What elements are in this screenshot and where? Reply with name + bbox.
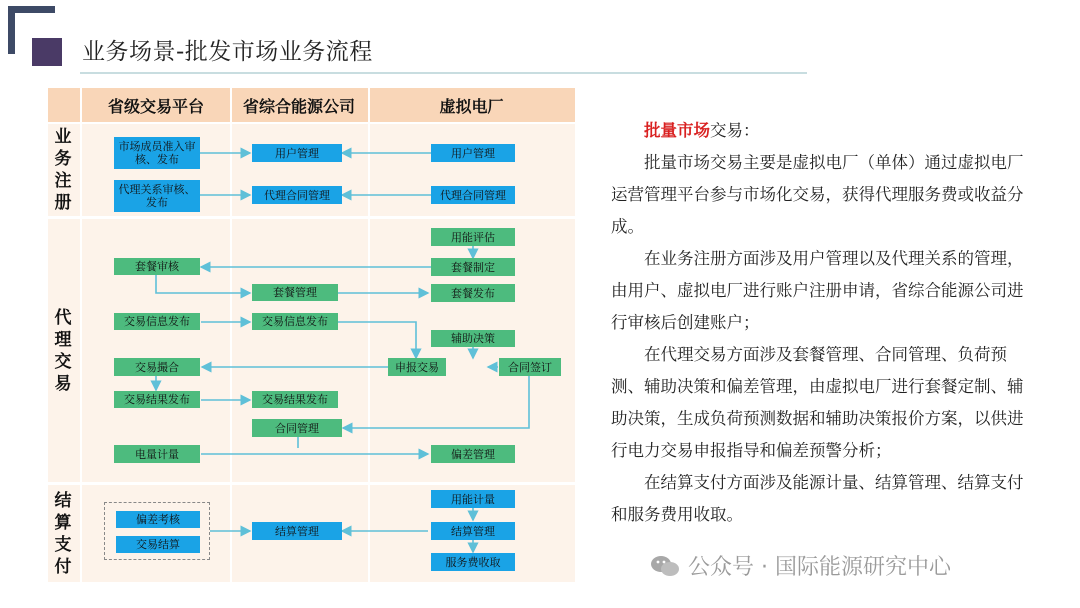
paragraph-agency-trading: 在代理交易方面涉及套餐管理、合同管理、负荷预测、辅助决策和偏差管理，由虚拟电厂进行套餐定制、辅助决策，生成负荷预测数据和辅助决策报价方案，以供进行电力交易申报指导和偏差预警分析； bbox=[611, 345, 1024, 460]
box-trade-result-publish-energy: 交易结果发布 bbox=[252, 391, 338, 408]
description-panel bbox=[611, 115, 1031, 531]
box-settlement-management-vpp: 结算管理 bbox=[431, 522, 515, 540]
row-label-registration: 业 务 注 册 bbox=[54, 127, 72, 213]
wechat-icon bbox=[650, 554, 680, 578]
arrow-sign-to-contract-mgmt bbox=[343, 376, 529, 428]
description-heading bbox=[611, 115, 1031, 147]
row-label-settlement: 结 算 支 付 bbox=[54, 490, 72, 577]
box-package-publish: 套餐发布 bbox=[431, 284, 515, 302]
box-energy-evaluation: 用能评估 bbox=[431, 228, 515, 246]
box-user-management-energy: 用户管理 bbox=[252, 144, 342, 162]
box-trade-settlement: 交易结算 bbox=[116, 536, 200, 553]
arrow-review-to-mgmt bbox=[156, 275, 250, 293]
box-trade-matching: 交易撮合 bbox=[114, 358, 200, 376]
box-electricity-metering: 电量计量 bbox=[114, 445, 200, 463]
box-trade-info-publish-platform: 交易信息发布 bbox=[114, 313, 200, 330]
box-user-management-vpp: 用户管理 bbox=[431, 144, 515, 162]
watermark bbox=[650, 550, 951, 581]
box-settlement-management-energy: 结算管理 bbox=[252, 522, 342, 540]
paragraph-registration: 在业务注册方面涉及用户管理以及代理关系的管理，由用户、虚拟电厂进行账户注册申请，省综合能源公司进行审核后创建账户； bbox=[611, 249, 1024, 332]
heading-highlight: 批量市场 bbox=[644, 121, 710, 140]
box-service-fee-collection: 服务费收取 bbox=[431, 553, 515, 571]
box-deviation-management: 偏差管理 bbox=[431, 445, 515, 463]
arrow-info-to-declare bbox=[338, 322, 416, 358]
box-contract-management-vpp: 代理合同管理 bbox=[431, 186, 515, 204]
paragraph-settlement: 在结算支付方面涉及能源计量、结算管理、结算支付和服务费用收取。 bbox=[611, 473, 1024, 524]
column-header-vpp: 虚拟电厂 bbox=[368, 88, 575, 122]
box-bid-declaration: 申报交易 bbox=[388, 358, 446, 376]
box-package-review: 套餐审核 bbox=[114, 258, 200, 275]
flow-diagram bbox=[48, 88, 575, 582]
box-energy-metering: 用能计量 bbox=[431, 490, 515, 508]
column-header-energy-company: 省综合能源公司 bbox=[230, 88, 368, 122]
box-contract-signing: 合同签订 bbox=[499, 358, 561, 376]
box-package-management: 套餐管理 bbox=[252, 284, 338, 301]
box-decision-support: 辅助决策 bbox=[431, 330, 515, 347]
column-header-platform: 省级交易平台 bbox=[82, 88, 230, 122]
row-label-agency-trading: 代 理 交 易 bbox=[54, 307, 72, 394]
watermark-text: 公众号 · 国际能源研究中心 bbox=[688, 555, 951, 580]
box-package-design: 套餐制定 bbox=[431, 258, 515, 276]
page-title: 业务场景-批发市场业务流程 bbox=[82, 39, 373, 65]
title-divider bbox=[80, 72, 807, 74]
box-trade-result-publish-platform: 交易结果发布 bbox=[114, 391, 200, 408]
box-contract-management-energy: 代理合同管理 bbox=[252, 186, 342, 204]
paragraph-overview: 批量市场交易主要是虚拟电厂（单体）通过虚拟电厂运营管理平台参与市场化交易，获得代理服务费或收益分成。 bbox=[611, 153, 1024, 236]
box-member-admission-review: 市场成员准入审核、发布 bbox=[114, 137, 200, 169]
heading-rest: 交易： bbox=[710, 121, 760, 140]
box-trade-info-publish-energy: 交易信息发布 bbox=[252, 313, 338, 330]
box-contract-management: 合同管理 bbox=[252, 419, 342, 437]
logo-block bbox=[32, 38, 62, 66]
box-agent-relation-review: 代理关系审核、发布 bbox=[114, 180, 200, 212]
box-deviation-assessment: 偏差考核 bbox=[116, 511, 200, 528]
